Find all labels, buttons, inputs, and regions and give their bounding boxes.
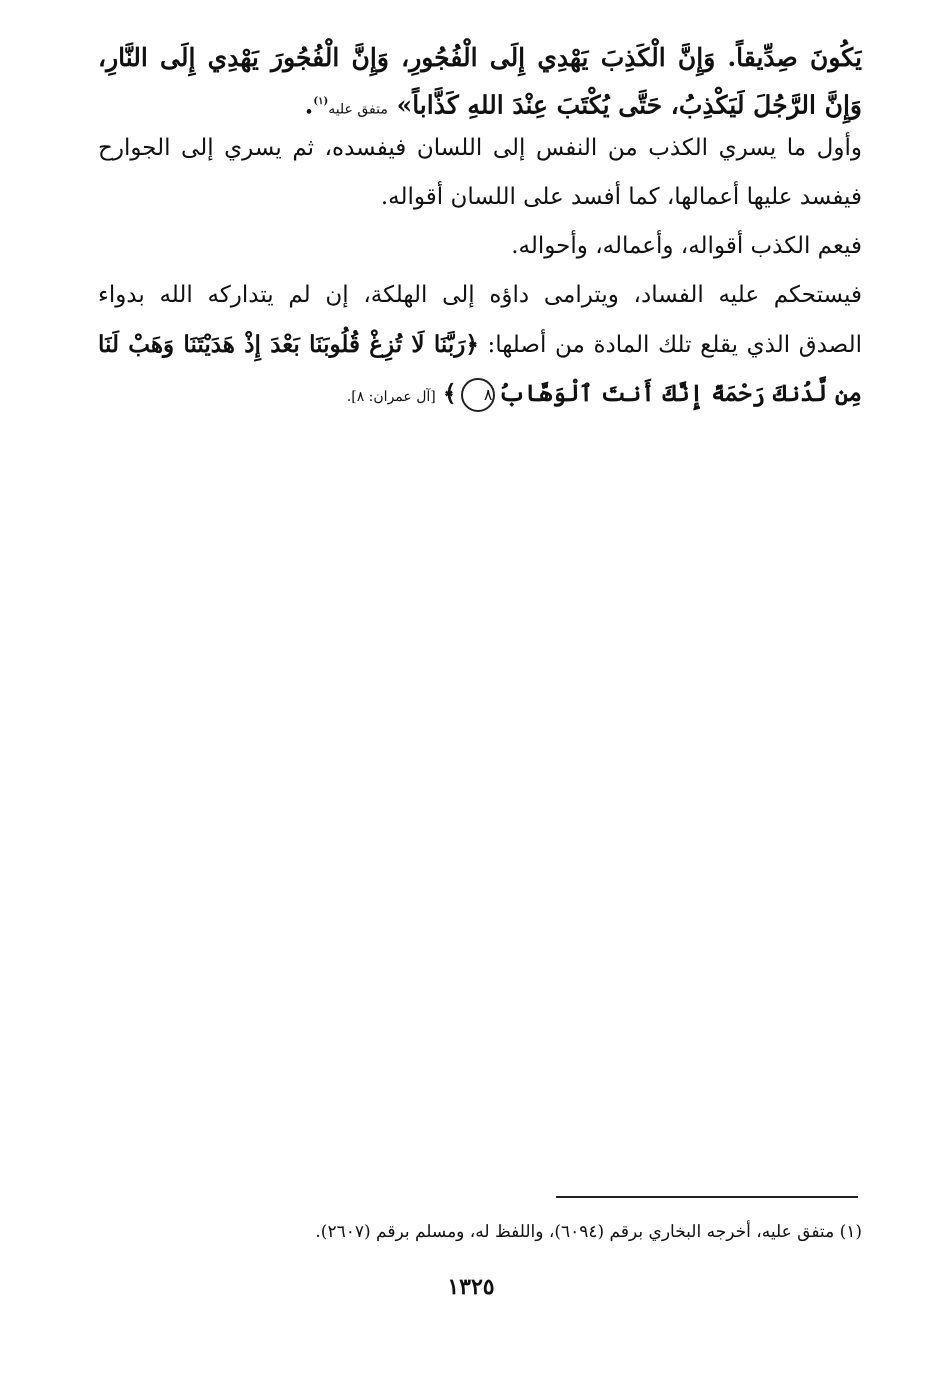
quran-close-bracket: ﴾ bbox=[443, 380, 457, 407]
paragraph-3-line-2-prefix: الصدق الذي يقلع تلك المادة من أصلها: bbox=[487, 332, 862, 358]
quran-verse-part-1: ﴿رَبَّنَا لَا تُزِغْ قُلُوبَنَا بَعْدَ إِذْ هَدَيْتَنَا وَهَبْ لَنَا bbox=[98, 331, 479, 358]
ayah-number-marker: ٨ bbox=[461, 378, 495, 412]
paragraph-3-line-2 bbox=[98, 320, 862, 369]
footnote-reference: (١) bbox=[313, 96, 329, 107]
quran-reference: [آل عمران: ٨]. bbox=[346, 389, 436, 405]
quran-verse-part-2: مِن لَّدُنكَ رَحْمَةً إِنَّكَ أَنتَ ٱلْوَهَّابُ bbox=[498, 380, 862, 407]
footnote-divider bbox=[556, 1196, 858, 1198]
footnote: (١) متفق عليه، أخرجه البخاري برقم (٦٠٩٤)، واللفظ له، ومسلم برقم (٢٦٠٧). bbox=[315, 1222, 862, 1242]
hadith-attribution: متفق عليه bbox=[328, 101, 388, 118]
page-number: ١٣٢٥ bbox=[447, 1274, 495, 1300]
paragraph-3-line-3 bbox=[98, 369, 862, 418]
hadith-line-1: يَكُونَ صِدِّيقاً. وَإِنَّ الْكَذِبَ يَهْدِي إِلَى الْفُجُورِ، وَإِنَّ الْفُجُورَ يَهْدِي إِلَى النَّارِ، bbox=[98, 43, 862, 72]
hadith-line-2-text: وَإِنَّ الرَّجُلَ لَيَكْذِبُ، حَتَّى يُكْتَبَ عِنْدَ اللهِ كَذَّاباً» bbox=[396, 90, 862, 120]
main-text bbox=[98, 36, 862, 418]
paragraph-2: فيعم الكذب أقواله، وأعماله، وأحواله. bbox=[511, 233, 862, 259]
paragraph-1-line-1: وأول ما يسري الكذب من النفس إلى اللسان فيفسده، ثم يسري إلى الجوارح bbox=[98, 135, 862, 161]
paragraph-3-line-1: فيستحكم عليه الفساد، ويترامى داؤه إلى الهلكة، إن لم يتداركه الله بدواء bbox=[98, 282, 862, 308]
paragraph-1-line-2: فيفسد عليها أعمالها، كما أفسد على اللسان أقواله. bbox=[380, 184, 862, 210]
hadith-line-2: وَإِنَّ الرَّجُلَ لَيَكْذِبُ، حَتَّى يُكْتَبَ عِنْدَ اللهِ كَذَّاباً» متفق عليه$^{(١)}$. bbox=[304, 90, 862, 120]
